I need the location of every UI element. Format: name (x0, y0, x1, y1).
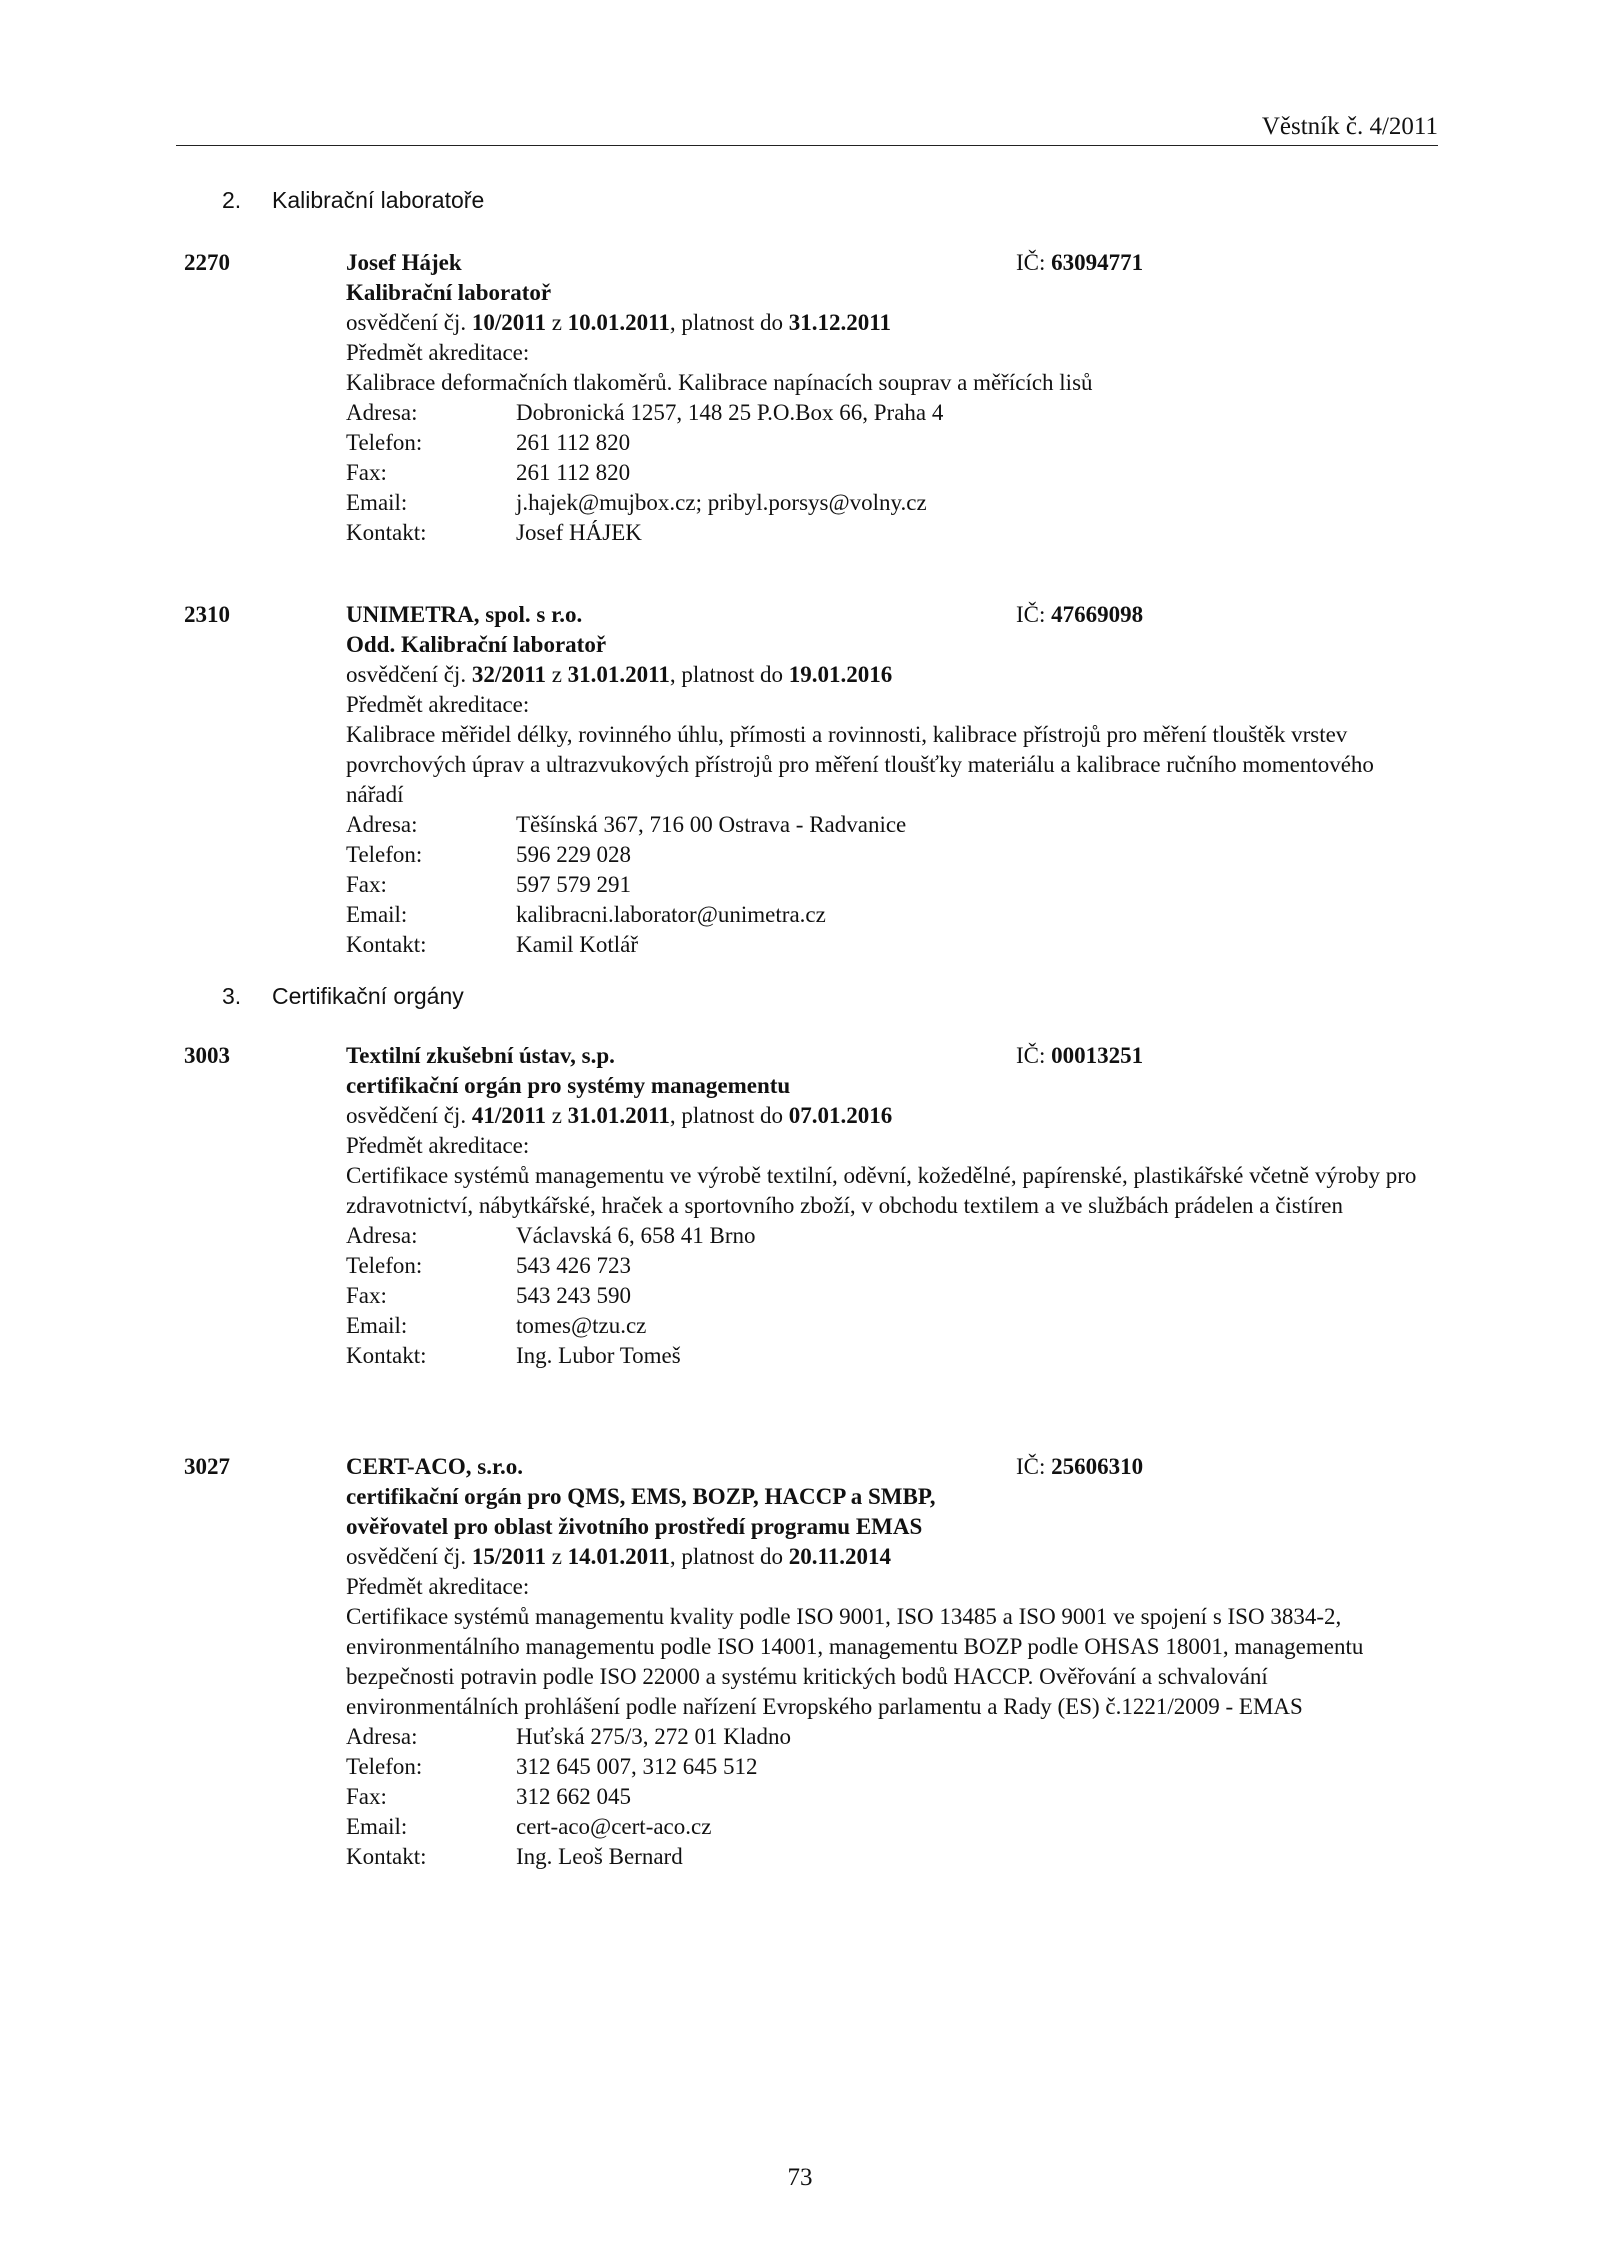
contact-value: Ing. Lubor Tomeš (516, 1343, 681, 1368)
entry-number: 3003 (184, 1043, 230, 1068)
cert-valid-date: 07.01.2016 (788, 1103, 893, 1128)
cert-valid-label: , platnost do (669, 1103, 783, 1128)
cert-date: 31.01.2011 (567, 1103, 670, 1128)
phone-value: 543 426 723 (516, 1253, 631, 1278)
fax-label: Fax: (346, 872, 387, 897)
cert-prefix: osvědčení čj. (346, 1544, 467, 1569)
certificate-line (346, 1101, 1436, 1131)
certificate-line (346, 1542, 1436, 1572)
ico-value: 25606310 (1051, 1454, 1144, 1479)
predmet-text: Certifikace systémů managementu ve výrobě textilní, oděvní, kožedělné, papírenské, plastikářské včetně výroby pro zdravotnictví, nábytkářské, hraček a sportovního zboží, v obchodu textilem a ve službách prádelen a čistíren (346, 1163, 1417, 1218)
email-label: Email: (346, 902, 408, 927)
email-row (346, 1311, 1436, 1341)
cert-number: 15/2011 (471, 1544, 546, 1569)
predmet-label: Předmět akreditace: (346, 692, 530, 717)
address-label: Adresa: (346, 400, 418, 425)
address-row (346, 1221, 1436, 1251)
contact-label: Kontakt: (346, 1343, 427, 1368)
contact-label: Kontakt: (346, 932, 427, 957)
ico-value: 63094771 (1051, 250, 1144, 275)
email-value: j.hajek@mujbox.cz; pribyl.porsys@volny.cz (516, 490, 927, 515)
fax-row (346, 1782, 1436, 1812)
organization-subtitle: ověřovatel pro oblast životního prostředí programu EMAS (346, 1514, 923, 1539)
fax-value: 312 662 045 (516, 1784, 631, 1809)
cert-valid-label: , platnost do (669, 662, 783, 687)
cert-date: 14.01.2011 (567, 1544, 670, 1569)
phone-row (346, 840, 1436, 870)
address-value: Těšínská 367, 716 00 Ostrava - Radvanice (516, 812, 907, 837)
ico-label: IČ: (1016, 602, 1046, 627)
cert-number: 32/2011 (471, 662, 546, 687)
entry-number: 2310 (184, 602, 230, 627)
cert-z: z (551, 1103, 562, 1128)
cert-date: 31.01.2011 (567, 662, 670, 687)
phone-label: Telefon: (346, 1754, 423, 1779)
cert-number: 10/2011 (471, 310, 546, 335)
address-row (346, 1722, 1436, 1752)
cert-valid-label: , platnost do (669, 310, 783, 335)
fax-row (346, 870, 1436, 900)
contact-value: Kamil Kotlář (516, 932, 638, 957)
ico-value: 47669098 (1051, 602, 1144, 627)
section-number: 2. (222, 187, 242, 213)
cert-valid-date: 31.12.2011 (788, 310, 891, 335)
address-row (346, 810, 1436, 840)
contact-row (346, 518, 1436, 548)
header-rule (176, 145, 1438, 146)
fax-value: 543 243 590 (516, 1283, 631, 1308)
predmet-label: Předmět akreditace: (346, 340, 530, 365)
cert-prefix: osvědčení čj. (346, 662, 467, 687)
organization-name: UNIMETRA, spol. s r.o. (346, 602, 583, 627)
fax-label: Fax: (346, 1784, 387, 1809)
phone-label: Telefon: (346, 842, 423, 867)
phone-value: 596 229 028 (516, 842, 631, 867)
phone-value: 312 645 007, 312 645 512 (516, 1754, 758, 1779)
organization-subtitle: certifikační orgán pro QMS, EMS, BOZP, HACCP a SMBP, (346, 1484, 936, 1509)
contact-value: Ing. Leoš Bernard (516, 1844, 683, 1869)
entry-number: 2270 (184, 250, 230, 275)
section-heading-certifikacni-organy (222, 981, 464, 1011)
fax-value: 261 112 820 (516, 460, 631, 485)
address-row (346, 398, 1436, 428)
section-title: Kalibrační laboratoře (272, 187, 485, 213)
organization-subtitle: Kalibrační laboratoř (346, 280, 552, 305)
cert-z: z (551, 662, 562, 687)
contact-row (346, 1842, 1436, 1872)
phone-label: Telefon: (346, 1253, 423, 1278)
address-label: Adresa: (346, 1724, 418, 1749)
ico-label: IČ: (1016, 250, 1046, 275)
email-label: Email: (346, 490, 408, 515)
fax-row (346, 458, 1436, 488)
address-value: Václavská 6, 658 41 Brno (516, 1223, 756, 1248)
fax-label: Fax: (346, 1283, 387, 1308)
cert-valid-date: 20.11.2014 (788, 1544, 891, 1569)
cert-prefix: osvědčení čj. (346, 310, 467, 335)
phone-row (346, 1251, 1436, 1281)
predmet-text: Kalibrace deformačních tlakoměrů. Kalibrace napínacích souprav a měřících lisů (346, 370, 1093, 395)
ico-label: IČ: (1016, 1043, 1046, 1068)
certificate-line (346, 308, 1436, 338)
running-head: Věstník č. 4/2011 (1261, 113, 1438, 140)
fax-label: Fax: (346, 460, 387, 485)
contact-row (346, 1341, 1436, 1371)
email-value: kalibracni.laborator@unimetra.cz (516, 902, 826, 927)
phone-row (346, 428, 1436, 458)
cert-valid-date: 19.01.2016 (788, 662, 893, 687)
ico-value: 00013251 (1051, 1043, 1144, 1068)
email-label: Email: (346, 1814, 408, 1839)
email-label: Email: (346, 1313, 408, 1338)
section-heading-kalibracni-laboratore (222, 185, 484, 215)
entry-number: 3027 (184, 1454, 230, 1479)
phone-label: Telefon: (346, 430, 423, 455)
cert-z: z (551, 310, 562, 335)
entry-body (346, 1452, 1436, 1872)
contact-value: Josef HÁJEK (516, 520, 642, 545)
organization-subtitle: Odd. Kalibrační laboratoř (346, 632, 607, 657)
email-row (346, 488, 1436, 518)
address-value: Dobronická 1257, 148 25 P.O.Box 66, Praha 4 (516, 400, 944, 425)
phone-row (346, 1752, 1436, 1782)
entry-body (346, 1041, 1436, 1371)
certificate-line (346, 660, 1436, 690)
phone-value: 261 112 820 (516, 430, 631, 455)
page-number: 73 (787, 2164, 813, 2191)
organization-name: Josef Hájek (346, 250, 462, 275)
entry-body (346, 248, 1436, 548)
section-title: Certifikační orgány (272, 983, 464, 1009)
ico-label: IČ: (1016, 1454, 1046, 1479)
predmet-label: Předmět akreditace: (346, 1133, 530, 1158)
cert-prefix: osvědčení čj. (346, 1103, 467, 1128)
cert-number: 41/2011 (471, 1103, 546, 1128)
email-value: cert-aco@cert-aco.cz (516, 1814, 712, 1839)
organization-name: Textilní zkušební ústav, s.p. (346, 1043, 615, 1068)
address-label: Adresa: (346, 1223, 418, 1248)
organization-name: CERT-ACO, s.r.o. (346, 1454, 524, 1479)
entry-body (346, 600, 1436, 960)
fax-value: 597 579 291 (516, 872, 631, 897)
contact-label: Kontakt: (346, 520, 427, 545)
cert-date: 10.01.2011 (567, 310, 670, 335)
email-row (346, 900, 1436, 930)
predmet-label: Předmět akreditace: (346, 1574, 530, 1599)
organization-subtitle: certifikační orgán pro systémy managementu (346, 1073, 791, 1098)
email-row (346, 1812, 1436, 1842)
cert-z: z (551, 1544, 562, 1569)
predmet-text: Kalibrace měřidel délky, rovinného úhlu, přímosti a rovinnosti, kalibrace přístrojů pro měření tlouštěk vrstev povrchových úprav a ultrazvukových přístrojů pro měření tloušťky materiálu a kalibrace ručního momentového nářadí (346, 722, 1374, 807)
cert-valid-label: , platnost do (669, 1544, 783, 1569)
address-value: Huťská 275/3, 272 01 Kladno (516, 1724, 791, 1749)
fax-row (346, 1281, 1436, 1311)
predmet-text: Certifikace systémů managementu kvality podle ISO 9001, ISO 13485 a ISO 9001 ve spojení s ISO 3834-2, environmentálního managementu podle ISO 14001, managementu BOZP podle OHSAS 18001, managementu bezpečnosti potravin podle ISO 22000 a systému kritických bodů HACCP. Ověřování a schvalování environmentálních prohlášení podle nařízení Evropského parlamentu a Rady (ES) č.1221/2009 - EMAS (346, 1604, 1364, 1719)
address-label: Adresa: (346, 812, 418, 837)
email-value: tomes@tzu.cz (516, 1313, 647, 1338)
contact-row (346, 930, 1436, 960)
contact-label: Kontakt: (346, 1844, 427, 1869)
section-number: 3. (222, 983, 242, 1009)
